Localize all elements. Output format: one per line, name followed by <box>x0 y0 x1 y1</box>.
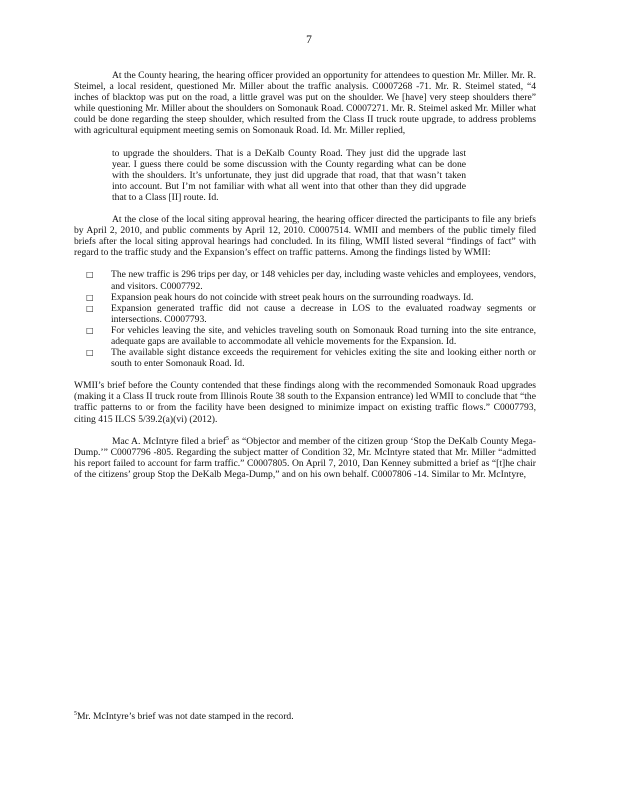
list-item <box>74 269 536 291</box>
finding-text: For vehicles leaving the site, and vehicles traveling south on Somonauk Road turning into the site entrance, adequate gaps are available to accommodate all vehicle movements for the Expansion. Id. <box>111 324 536 347</box>
footnote-reference: 5 <box>226 435 230 442</box>
paragraph-text-part: Mac A. McIntyre filed a brief <box>112 435 227 447</box>
finding-text: Expansion peak hours do not coincide with street peak hours on the surrounding roadways. Id. <box>111 291 474 303</box>
footnote <box>74 711 536 722</box>
list-item <box>74 292 536 303</box>
page-number: 7 <box>306 34 312 46</box>
list-item <box>74 303 536 325</box>
document-body <box>74 70 536 491</box>
paragraph-wmii-brief: WMII’s brief before the County contended that these findings along with the recommended Somonauk Road upgrades (making it a Class II truck route from Illinois Route 38 south to the Expansion entrance) led WMII to conclude that “the traffic patterns to or from the facility have been designed to minimize impact on existing traffic flows.” C0007793, citing 415 ILCS 5/39.2(a)(vi) (2012). <box>74 380 536 425</box>
finding-text: The new traffic is 296 trips per day, or 148 vehicles per day, including waste vehicles and employees, vendors, and visitors. C0007792. <box>111 269 536 292</box>
paragraph-text-part: as “Objector and member of the citizen group ‘Stop the DeKalb County Mega-Dump.’” C0007796 -805. Regarding the subject matter of Condition 32, Mr. McIntyre stated that Mr. Miller “admitted his report failed to account for farm traffic.” C0007805. On April 7, 2010, Dan Kenney submitted a brief as “[t]he chair of the citizens’ group Stop the DeKalb Mega-Dump,” and on his own behalf. C0007806 -14. Similar to Mr. McIntyre, <box>74 435 537 480</box>
checkbox-bullet-icon: □ <box>86 270 94 280</box>
paragraph-mcintyre-brief <box>74 436 536 480</box>
footnote-text: Mr. McIntyre’s brief was not date stamped in the record. <box>77 711 294 722</box>
finding-text: The available sight distance exceeds the requirement for vehicles exiting the site and looking either north or south to enter Somonauk Road. Id. <box>111 347 536 370</box>
paragraph-county-hearing: At the County hearing, the hearing officer provided an opportunity for attendees to question Mr. Miller. Mr. R. Steimel, a local resident, questioned Mr. Miller about the traffic analysis. C0007268 -71. Mr. R. Steimel stated, “4 inches of blacktop was put on the road, a little gravel was put on the shoulder. We [have] very steep shoulders there” while questioning Mr. Miller about the shoulders on Somonauk Road. C0007271. Mr. R. Steimel asked Mr. Miller what could be done regarding the steep shoulder, which resulted from the Class II truck route upgrade, to address problems with agricultural equipment meeting semis on Somonauk Road. Id. Mr. Miller replied, <box>74 70 536 137</box>
paragraph-text <box>74 436 536 480</box>
footnote-marker: 5 <box>74 710 77 717</box>
list-item <box>74 325 536 347</box>
paragraph-close-of-hearing: At the close of the local siting approval hearing, the hearing officer directed the participants to file any briefs by April 2, 2010, and public comments by April 12, 2010. C0007514. WMII and members of the public timely filed briefs after the local siting approval hearings had concluded. In its filing, WMII listed several “findings of fact” with regard to the traffic study and the Expansion’s effect on traffic patterns. Among the findings listed by WMII: <box>74 214 536 259</box>
checkbox-bullet-icon: □ <box>86 348 94 358</box>
checkbox-bullet-icon: □ <box>86 303 94 313</box>
list-item <box>74 347 536 369</box>
checkbox-bullet-icon: □ <box>86 325 94 335</box>
finding-text: Expansion generated traffic did not cause a decrease in LOS to the evaluated roadway segments or intersections. C0007793. <box>111 302 536 325</box>
findings-list <box>74 269 536 369</box>
block-quote-miller-reply: to upgrade the shoulders. That is a DeKalb County Road. They just did the upgrade last year. I guess there could be some discussion with the County regarding what can be done with the shoulders. It’s unfortunate, they just did upgrade that road, that that wasn’t taken into account. But I’m not familiar with what all went into that other than they did upgrade that to a Class [II] route. Id. <box>112 147 466 203</box>
checkbox-bullet-icon: □ <box>86 292 94 302</box>
